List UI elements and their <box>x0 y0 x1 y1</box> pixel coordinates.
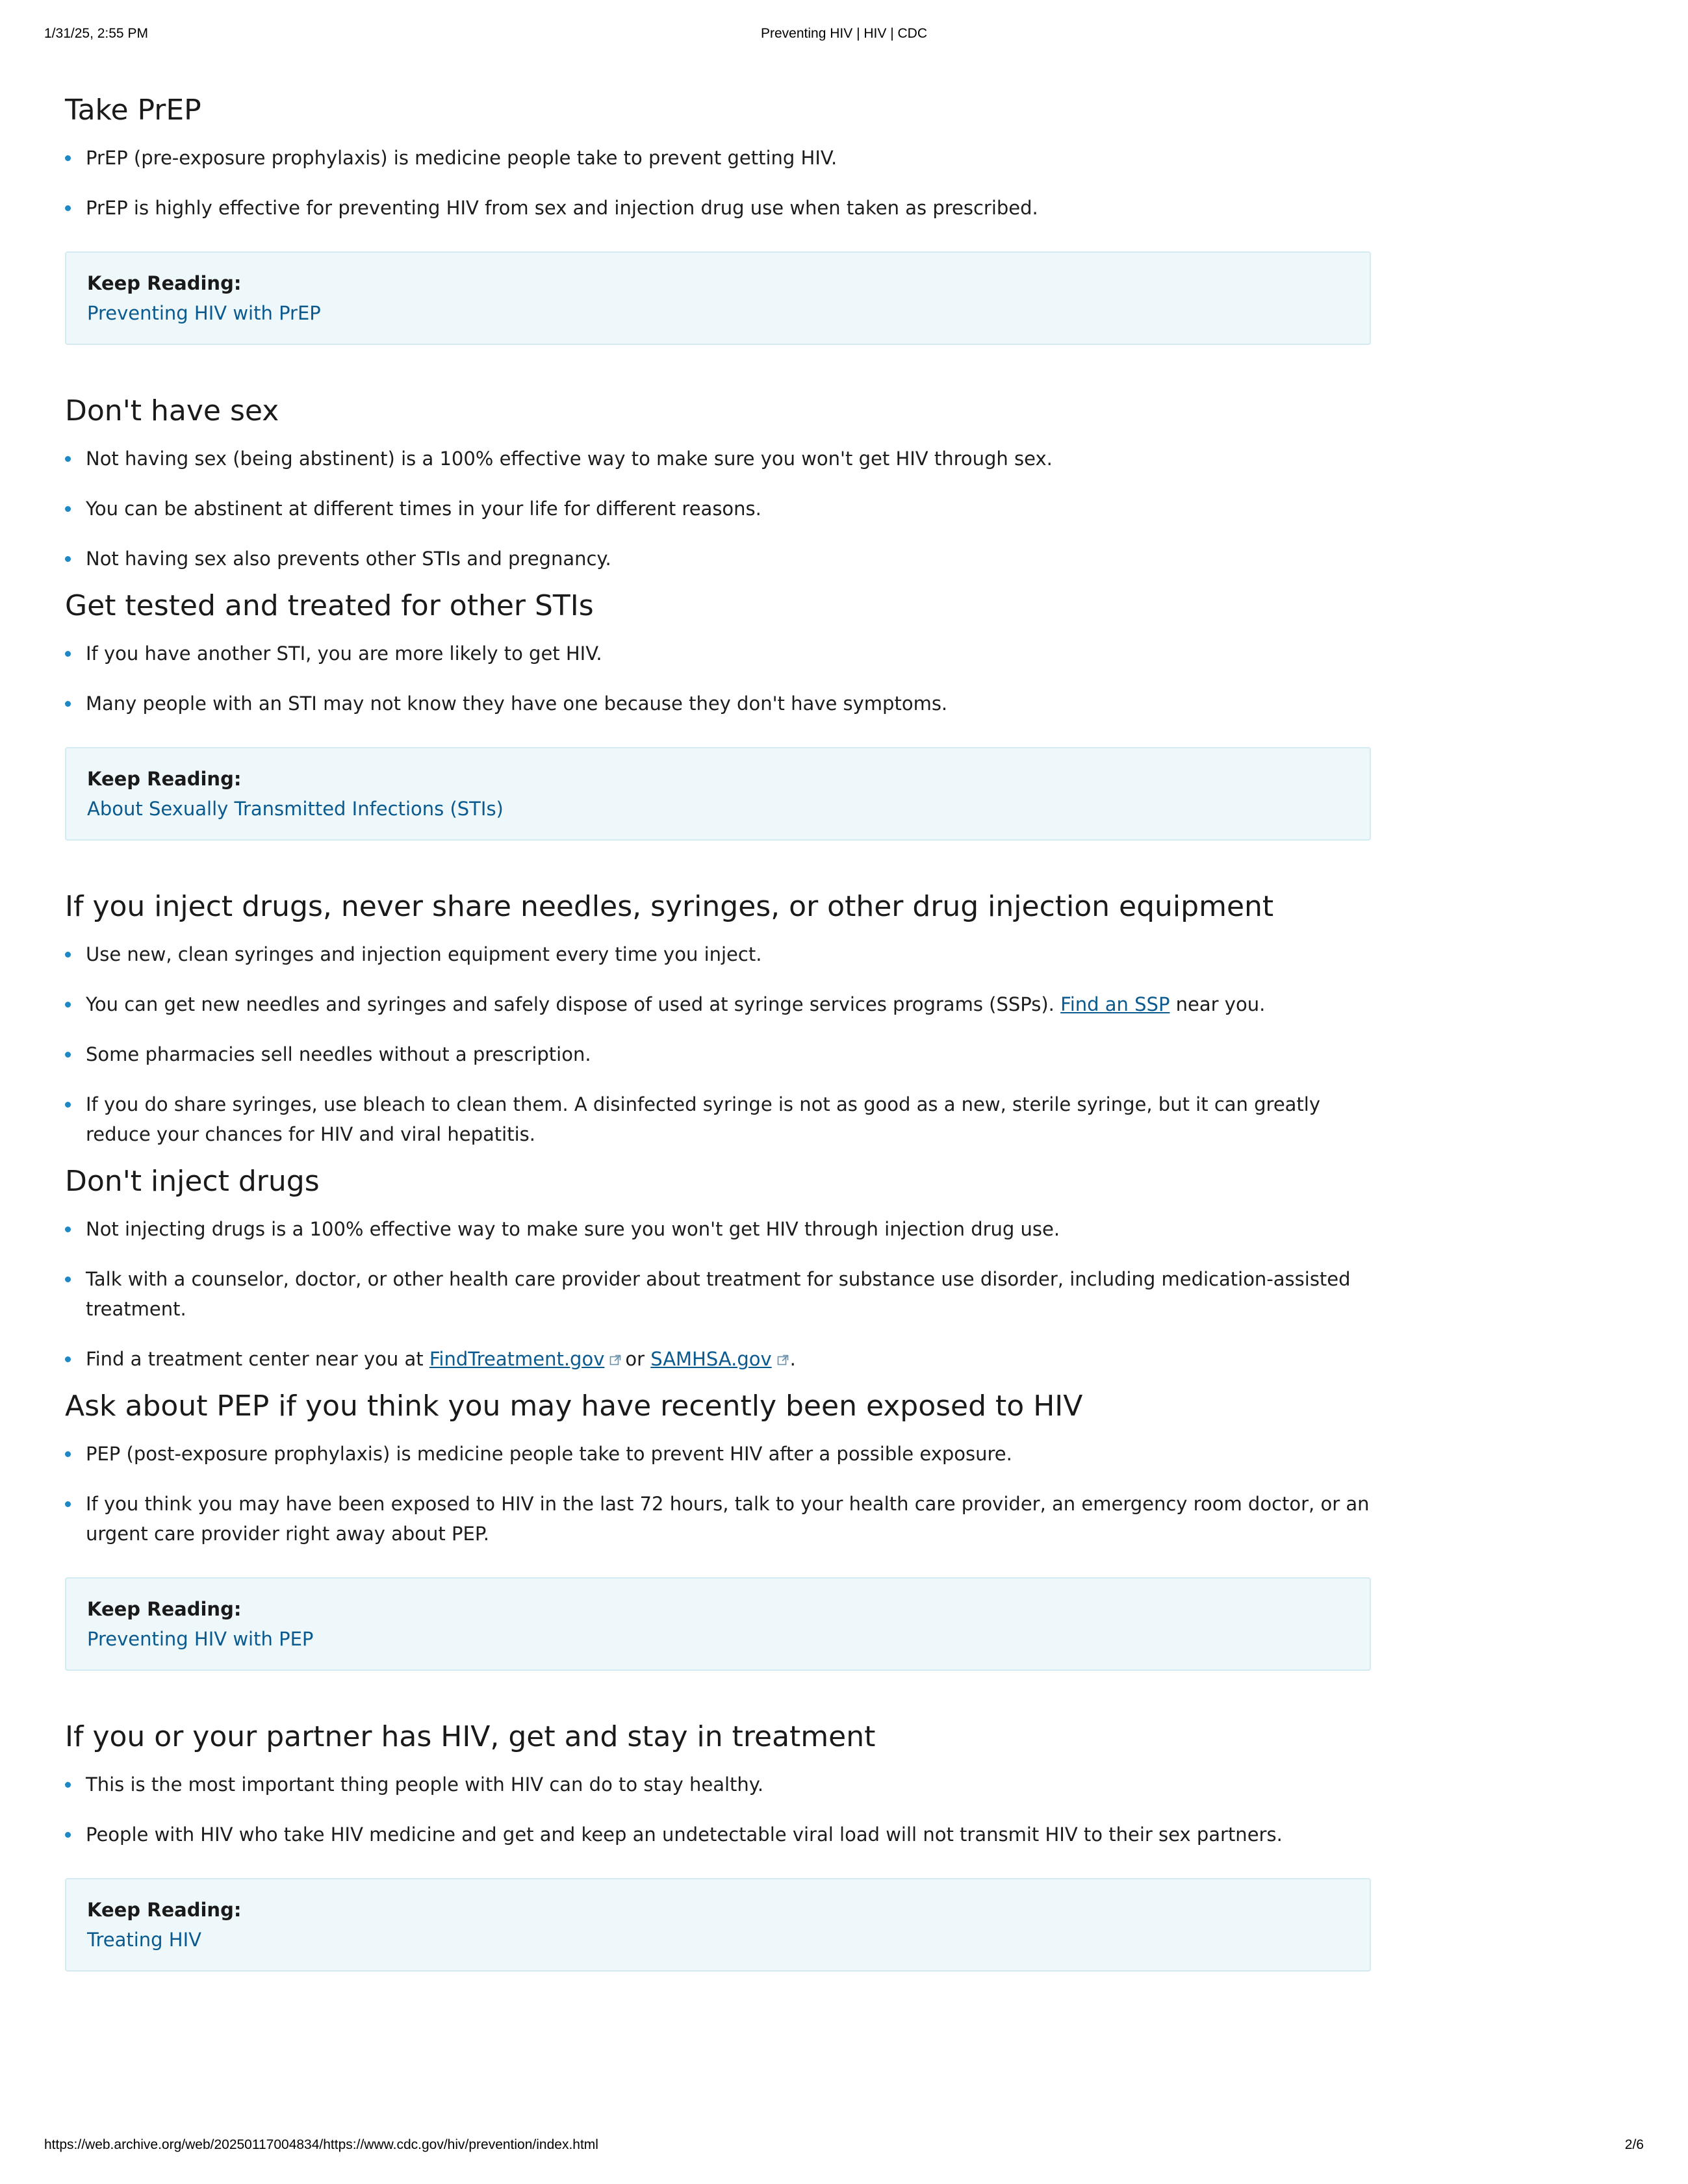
print-date: 1/31/25, 2:55 PM <box>44 26 148 41</box>
keep-reading-callout <box>65 1878 1371 1972</box>
bullet-icon <box>65 1782 71 1788</box>
keep-reading-link[interactable]: About Sexually Transmitted Infections (STIs) <box>87 798 504 820</box>
section-heading: Don't inject drugs <box>65 1165 320 1198</box>
list-item <box>65 1264 1371 1324</box>
list-item-text: If you think you may have been exposed to HIV in the last 72 hours, talk to your health care provider, an emergency room doctor, or an urgent care provider right away about PEP. <box>86 1493 1370 1545</box>
section-heading: Ask about PEP if you think you may have recently been exposed to HIV <box>65 1390 1083 1423</box>
section-heading: Take PrEP <box>65 94 201 127</box>
bullet-icon <box>65 556 71 562</box>
list-item <box>65 639 1371 668</box>
list-item <box>65 193 1371 223</box>
bullet-icon <box>65 651 71 657</box>
section-heading: If you or your partner has HIV, get and stay in treatment <box>65 1720 876 1753</box>
list-item <box>65 1820 1371 1849</box>
article-content <box>65 91 1371 2018</box>
list-item <box>65 544 1371 574</box>
print-footer <box>44 2137 1644 2158</box>
section-dont-inject-drugs <box>65 1162 1371 1374</box>
bullet-icon <box>65 456 71 462</box>
find-ssp-link[interactable]: Find an SSP <box>1060 993 1170 1015</box>
section-other-stis <box>65 587 1371 841</box>
section-ask-about-pep <box>65 1387 1371 1671</box>
bullet-icon <box>65 1226 71 1232</box>
findtreatment-link[interactable]: FindTreatment.gov <box>429 1348 605 1370</box>
bullet-icon <box>65 1276 71 1282</box>
list-item-text: near you. <box>1170 993 1266 1015</box>
external-link-icon <box>609 1354 621 1366</box>
list-item-text: Not having sex (being abstinent) is a 100% effective way to make sure you won't get HIV through sex. <box>86 448 1053 470</box>
keep-reading-callout <box>65 747 1371 841</box>
bullet-list <box>65 444 1371 574</box>
bullet-icon <box>65 1451 71 1457</box>
list-item <box>65 1489 1371 1549</box>
list-item <box>65 143 1371 173</box>
bullet-icon <box>65 1356 71 1362</box>
bullet-icon <box>65 506 71 512</box>
keep-reading-label: Keep Reading: <box>87 1899 242 1921</box>
list-item <box>65 1214 1371 1244</box>
bullet-list <box>65 939 1371 1149</box>
bullet-icon <box>65 1102 71 1108</box>
page-number: 2/6 <box>1624 2137 1644 2152</box>
list-item-text: Use new, clean syringes and injection equipment every time you inject. <box>86 943 762 965</box>
list-item-text: Talk with a counselor, doctor, or other health care provider about treatment for substance use disorder, including medication-assisted treatment. <box>86 1268 1351 1320</box>
bullet-icon <box>65 205 71 211</box>
bullet-icon <box>65 1002 71 1008</box>
bullet-icon <box>65 952 71 958</box>
samhsa-link[interactable]: SAMHSA.gov <box>650 1348 772 1370</box>
list-item <box>65 1039 1371 1069</box>
keep-reading-label: Keep Reading: <box>87 768 242 790</box>
keep-reading-label: Keep Reading: <box>87 1598 242 1620</box>
bullet-icon <box>65 155 71 161</box>
list-item-text: PrEP is highly effective for preventing HIV from sex and injection drug use when taken as prescribed. <box>86 197 1038 219</box>
section-heading: Get tested and treated for other STIs <box>65 589 594 622</box>
list-item-text: This is the most important thing people with HIV can do to stay healthy. <box>86 1773 764 1796</box>
list-item <box>65 989 1371 1019</box>
list-item <box>65 689 1371 718</box>
keep-reading-link[interactable]: Preventing HIV with PEP <box>87 1628 314 1650</box>
external-link-icon <box>777 1354 789 1366</box>
bullet-icon <box>65 1052 71 1058</box>
list-item <box>65 444 1371 474</box>
print-header <box>44 26 1644 47</box>
section-inject-drugs <box>65 887 1371 1149</box>
list-item <box>65 1439 1371 1469</box>
list-item-text: PEP (post-exposure prophylaxis) is medicine people take to prevent HIV after a possible exposure. <box>86 1443 1012 1465</box>
bullet-icon <box>65 1832 71 1838</box>
keep-reading-link[interactable]: Treating HIV <box>87 1929 201 1951</box>
list-item-text: or <box>625 1348 651 1370</box>
list-item <box>65 1344 1371 1374</box>
bullet-list <box>65 1770 1371 1849</box>
keep-reading-label: Keep Reading: <box>87 272 242 294</box>
list-item-text: You can get new needles and syringes and safely dispose of used at syringe services programs (SSPs). <box>86 993 1061 1015</box>
list-item-text: People with HIV who take HIV medicine and get and keep an undetectable viral load will not transmit HIV to their sex partners. <box>86 1823 1283 1846</box>
bullet-list <box>65 1214 1371 1374</box>
list-item-text: If you do share syringes, use bleach to clean them. A disinfected syringe is not as good as a new, sterile syringe, but it can greatly reduce your chances for HIV and viral hepatitis. <box>86 1093 1321 1145</box>
list-item <box>65 1770 1371 1799</box>
list-item-text: Many people with an STI may not know they have one because they don't have symptoms. <box>86 692 948 715</box>
list-item-text: PrEP (pre-exposure prophylaxis) is medicine people take to prevent getting HIV. <box>86 147 838 169</box>
list-item-text: . <box>789 1348 796 1370</box>
list-item <box>65 494 1371 524</box>
keep-reading-callout <box>65 1577 1371 1671</box>
section-get-treatment <box>65 1718 1371 1972</box>
bullet-list <box>65 1439 1371 1549</box>
list-item-text: You can be abstinent at different times in your life for different reasons. <box>86 498 761 520</box>
list-item-text: Not injecting drugs is a 100% effective way to make sure you won't get HIV through injection drug use. <box>86 1218 1060 1240</box>
section-heading: If you inject drugs, never share needles, syringes, or other drug injection equipment <box>65 890 1274 923</box>
list-item-text: If you have another STI, you are more likely to get HIV. <box>86 642 602 665</box>
section-heading: Don't have sex <box>65 394 279 427</box>
bullet-icon <box>65 701 71 707</box>
list-item-text: Find a treatment center near you at <box>86 1348 429 1370</box>
list-item-text: Not having sex also prevents other STIs and pregnancy. <box>86 548 611 570</box>
list-item <box>65 1089 1371 1149</box>
print-url: https://web.archive.org/web/20250117004834/https://www.cdc.gov/hiv/prevention/index.html <box>44 2137 598 2152</box>
bullet-list <box>65 639 1371 718</box>
keep-reading-callout <box>65 251 1371 345</box>
print-title: Preventing HIV | HIV | CDC <box>761 26 927 41</box>
section-take-prep <box>65 91 1371 345</box>
section-dont-have-sex <box>65 392 1371 574</box>
keep-reading-link[interactable]: Preventing HIV with PrEP <box>87 302 321 324</box>
bullet-list <box>65 143 1371 223</box>
list-item <box>65 939 1371 969</box>
bullet-icon <box>65 1501 71 1507</box>
list-item-text: Some pharmacies sell needles without a prescription. <box>86 1043 591 1065</box>
